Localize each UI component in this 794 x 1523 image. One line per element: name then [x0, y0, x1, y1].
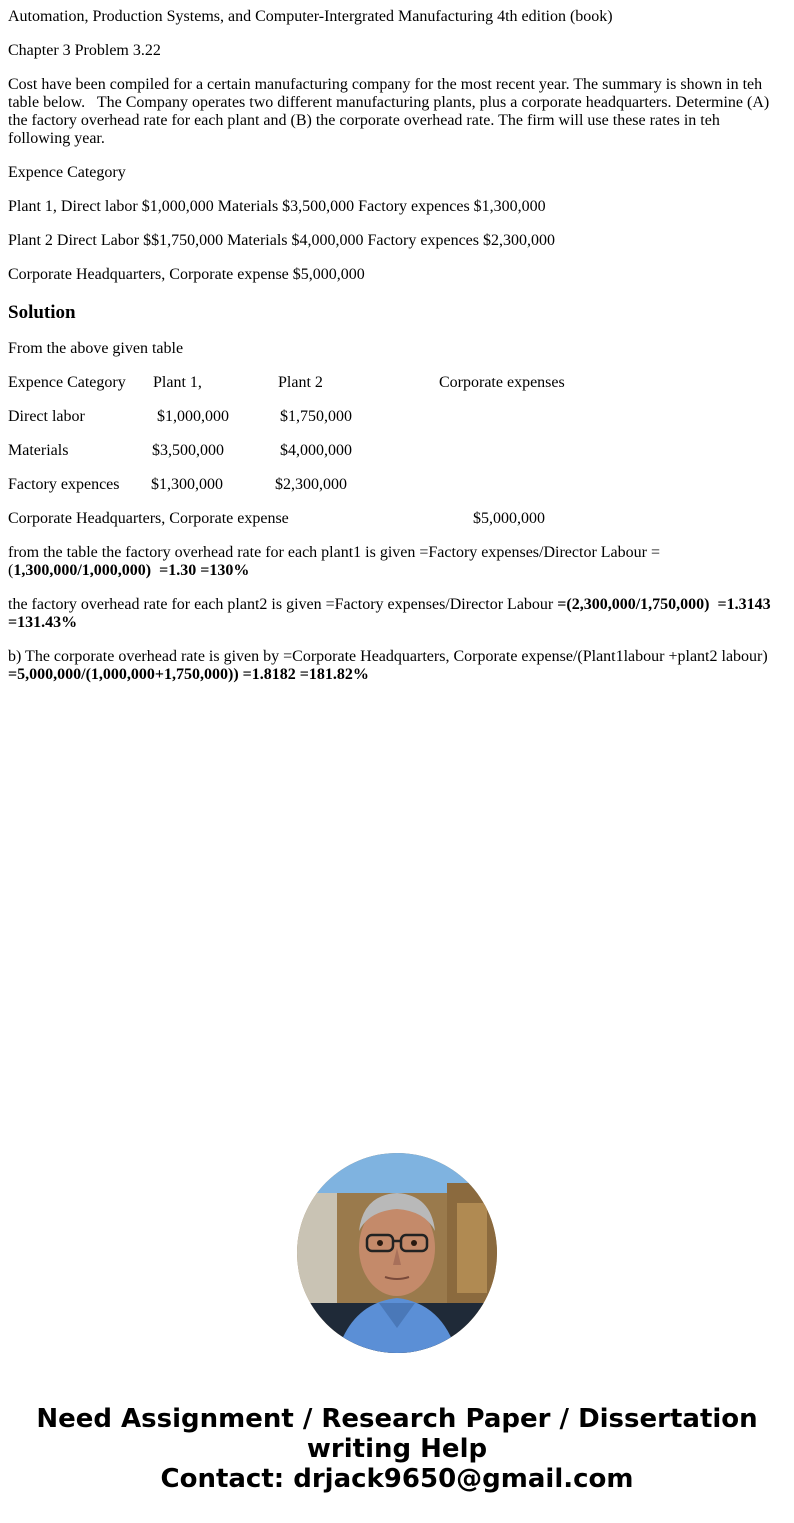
table-row: [8, 442, 784, 460]
plant1-line: Plant 1, Direct labor $1,000,000 Materials $3,500,000 Factory expences $1,300,000: [8, 198, 546, 215]
table-header-cell: Plant 2: [278, 374, 323, 391]
book-title: Automation, Production Systems, and Computer-Intergrated Manufacturing 4th edition (book): [8, 8, 613, 25]
promo-line: Need Assignment / Research Paper / Dissertation: [36, 1404, 758, 1434]
table-cell: $5,000,000: [473, 510, 545, 527]
table-row: [8, 408, 784, 426]
table-cell: $3,500,000: [152, 442, 224, 459]
plant2-line: Plant 2 Direct Labor $$1,750,000 Materials $4,000,000 Factory expences $2,300,000: [8, 232, 555, 249]
table-cell: $1,750,000: [280, 408, 352, 425]
answer-plant2: the factory overhead rate for each plant2 is given =Factory expenses/Director Labour =(2,300,000/1,750,000) =1.3143 =131.43%: [8, 596, 771, 631]
table-header-cell: Plant 1,: [153, 374, 202, 391]
problem-statement: Cost have been compiled for a certain manufacturing company for the most recent year. The summary is shown in teh table below. The Company operates two different manufacturing plants, plus a corporate headquarters. Determine (A) the factory overhead rate for each plant and (B) the corporate overhead rate. The firm will use these rates in teh following year.: [8, 76, 770, 147]
answer-plant1: from the table the factory overhead rate for each plant1 is given =Factory expenses/Director Labour = (1,300,000/1,000,000) =1.30 =130%: [8, 544, 661, 579]
table-cell: Factory expences: [8, 476, 120, 493]
table-header-cell: Corporate expenses: [439, 374, 565, 391]
table-cell: $4,000,000: [280, 442, 352, 459]
table-cell: $2,300,000: [275, 476, 347, 493]
promo-contact: Contact: drjack9650@gmail.com: [160, 1464, 634, 1494]
promo-banner: [0, 1404, 794, 1494]
table-row: [8, 476, 784, 494]
table-cell: $1,300,000: [151, 476, 223, 493]
table-cell: Materials: [8, 442, 69, 459]
chapter-title: Chapter 3 Problem 3.22: [8, 42, 161, 59]
table-cell: Direct labor: [8, 408, 85, 425]
promo-line: writing Help: [306, 1434, 488, 1464]
table-header-row: [8, 374, 784, 392]
solution-heading: Solution: [8, 302, 76, 323]
table-cell: Corporate Headquarters, Corporate expense: [8, 510, 289, 527]
table-cell: $1,000,000: [157, 408, 229, 425]
from-table-text: From the above given table: [8, 340, 184, 357]
author-photo: [297, 1153, 497, 1353]
table-header-cell: Expence Category: [8, 374, 126, 391]
expense-category-label: Expence Category: [8, 164, 126, 181]
author-photo-icon: [297, 1153, 497, 1353]
table-row-corporate: [8, 510, 784, 528]
answer-corporate: b) The corporate overhead rate is given by =Corporate Headquarters, Corporate expense/(Plant1labour +plant2 labour) =5,000,000/(1,000,000+1,750,000)) =1.8182 =181.82%: [8, 648, 768, 683]
document-body: [8, 0, 784, 700]
corporate-line: Corporate Headquarters, Corporate expense $5,000,000: [8, 266, 365, 283]
